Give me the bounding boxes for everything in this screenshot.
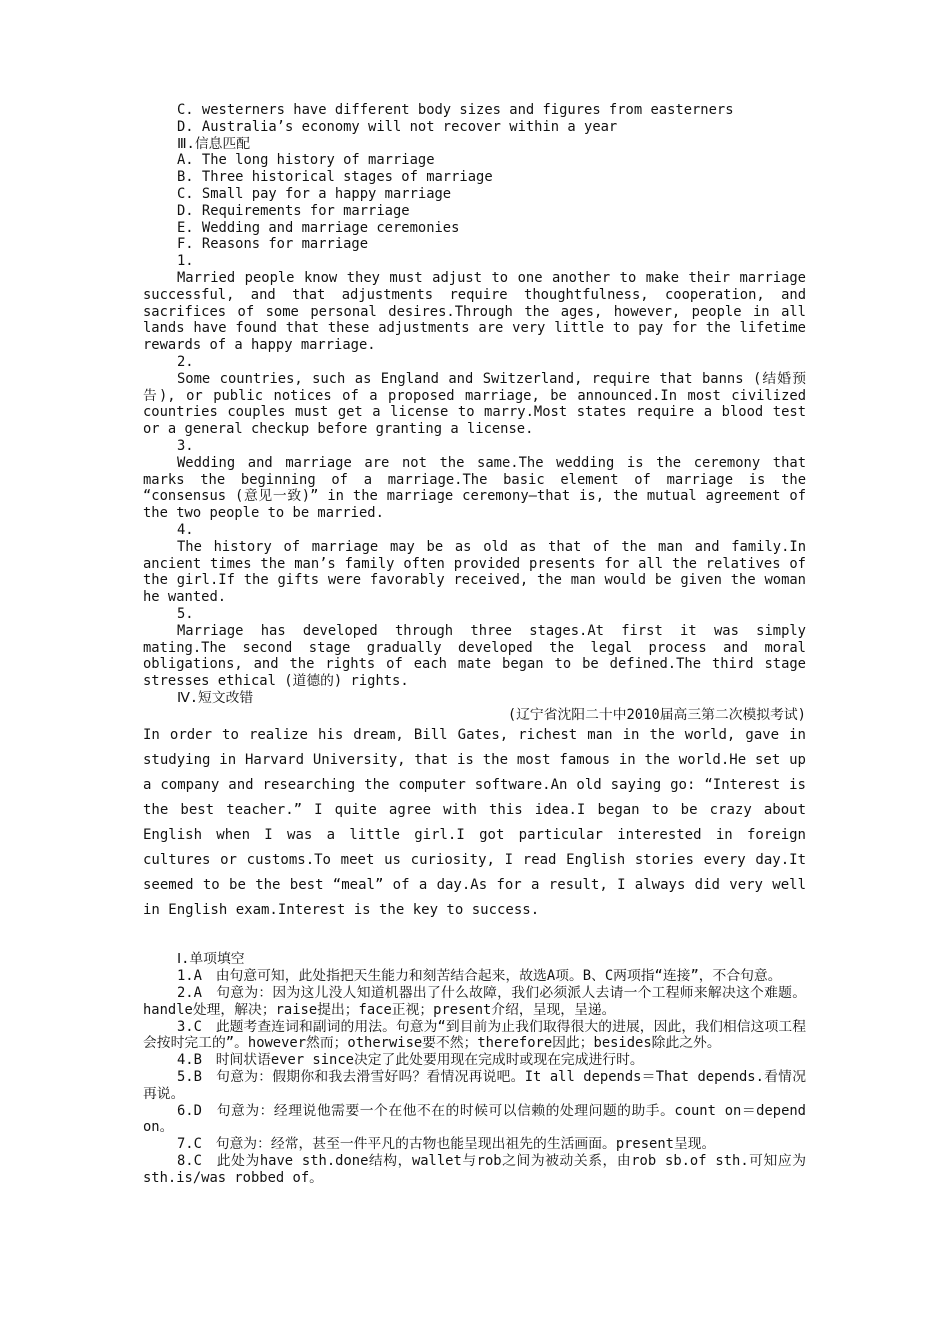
paragraph-text: The history of marriage may be as old as that of the man and family.In ancient times the man’s family often provided presents for all the relatives of the girl.If the gifts were favorably received, the man would be given the woman he wanted.	[143, 538, 806, 606]
answers-title: Ⅰ.单项填空	[177, 951, 245, 968]
paragraph-number: 3.	[177, 437, 194, 454]
paragraph-number: 5.	[177, 605, 194, 622]
option-line: C. Small pay for a happy marriage	[177, 185, 452, 202]
paragraph-text: Married people know they must adjust to one another to make their marriage successful, and that adjustments require thoughtfulness, cooperation, and sacrifices of some personal desires.Through the ages, however, people in all lands have found that these adjustments are very little to pay for the lifetime rewards of a happy marriage.	[143, 269, 806, 354]
answer-item: 6.D 句意为：经理说他需要一个在他不在的时候可以信赖的处理问题的助手。count on＝depend on。	[143, 1102, 806, 1136]
paragraph-number: 1.	[177, 253, 194, 270]
option-line: B. Three historical stages of marriage	[177, 169, 493, 186]
section-title: Ⅲ.信息匹配	[177, 135, 251, 152]
section-title: Ⅳ.短文改错	[177, 689, 254, 706]
paragraph-text: Some countries, such as England and Switzerland, require that banns (结婚预告), or public notices of a proposed marriage, be announced.In most civilized countries couples must get a license to marry.Most states require a blood test or a general checkup before granting a license.	[143, 370, 806, 438]
option-line: C. westerners have different body sizes and figures from easterners	[177, 102, 734, 118]
answer-item: 2.A 句意为：因为这儿没人知道机器出了什么故障，我们必须派人去请一个工程师来解决这个难题。handle处理，解决；raise提出；face正视；present介绍，呈现，呈递。	[143, 985, 806, 1018]
answer-item: 4.B 时间状语ever since决定了此处要用现在完成时或现在完成进行时。	[177, 1052, 644, 1069]
answer-item: 8.C 此处为have sth.done结构，wallet与rob之间为被动关系，由rob sb.of sth.可知应为sth.is/was robbed of。	[143, 1153, 806, 1186]
answer-item: 7.C 句意为：经常，甚至一件平凡的古物也能呈现出祖先的生活画面。present呈现。	[177, 1136, 716, 1153]
spacer	[143, 923, 806, 951]
answer-item: 3.C 此题考查连词和副词的用法。句意为“到目前为止我们取得很大的进展，因此，我们相信这项工程会按时完工的”。however然而；otherwise要不然；therefore因此；besides除此之外。	[143, 1018, 806, 1052]
option-line: F. Reasons for marriage	[177, 236, 369, 253]
document-page	[143, 102, 806, 1187]
error-correction-passage: In order to realize his dream, Bill Gates, richest man in the world, gave in studying in Harvard University, that is the most famous in the world.He set up a company and researching the computer software.An old saying go: “Interest is the best teacher.” I quite agree with this idea.I began to be crazy about English when I was a little girl.I got particular interested in foreign cultures or customs.To meet us curiosity, I read English stories every day.It seemed to be the best “meal” of a day.As for a result, I always did very well in English exam.Interest is the key to success.	[143, 727, 806, 919]
option-line: D. Requirements for marriage	[177, 202, 410, 219]
source-note: (辽宁省沈阳二十中2010届高三第二次模拟考试)	[507, 706, 806, 723]
answer-item: 5.B 句意为：假期你和我去滑雪好吗？看情况再说吧。It all depends＝That depends.看情况再说。	[143, 1069, 806, 1102]
paragraph-text: Wedding and marriage are not the same.The wedding is the ceremony that marks the beginning of a marriage.The basic element of marriage is the “consensus (意见一致)” in the marriage ceremony—that is, the mutual agreement of the two people to be married.	[143, 454, 806, 522]
answer-item: 1.A 由句意可知，此处指把天生能力和刻苦结合起来，故选A项。B、C两项指“连接”，不合句意。	[177, 968, 782, 985]
paragraph-number: 2.	[177, 353, 194, 370]
paragraph-number: 4.	[177, 521, 194, 538]
option-line: A. The long history of marriage	[177, 152, 435, 169]
option-line: E. Wedding and marriage ceremonies	[177, 219, 460, 236]
paragraph-text: Marriage has developed through three stages.At first it was simply mating.The second stage gradually developed the legal process and moral obligations, and the rights of each mate began to be defined.The third stage stresses ethical (道德的) rights.	[143, 622, 806, 690]
option-line: D. Australia’s economy will not recover within a year	[177, 118, 618, 135]
